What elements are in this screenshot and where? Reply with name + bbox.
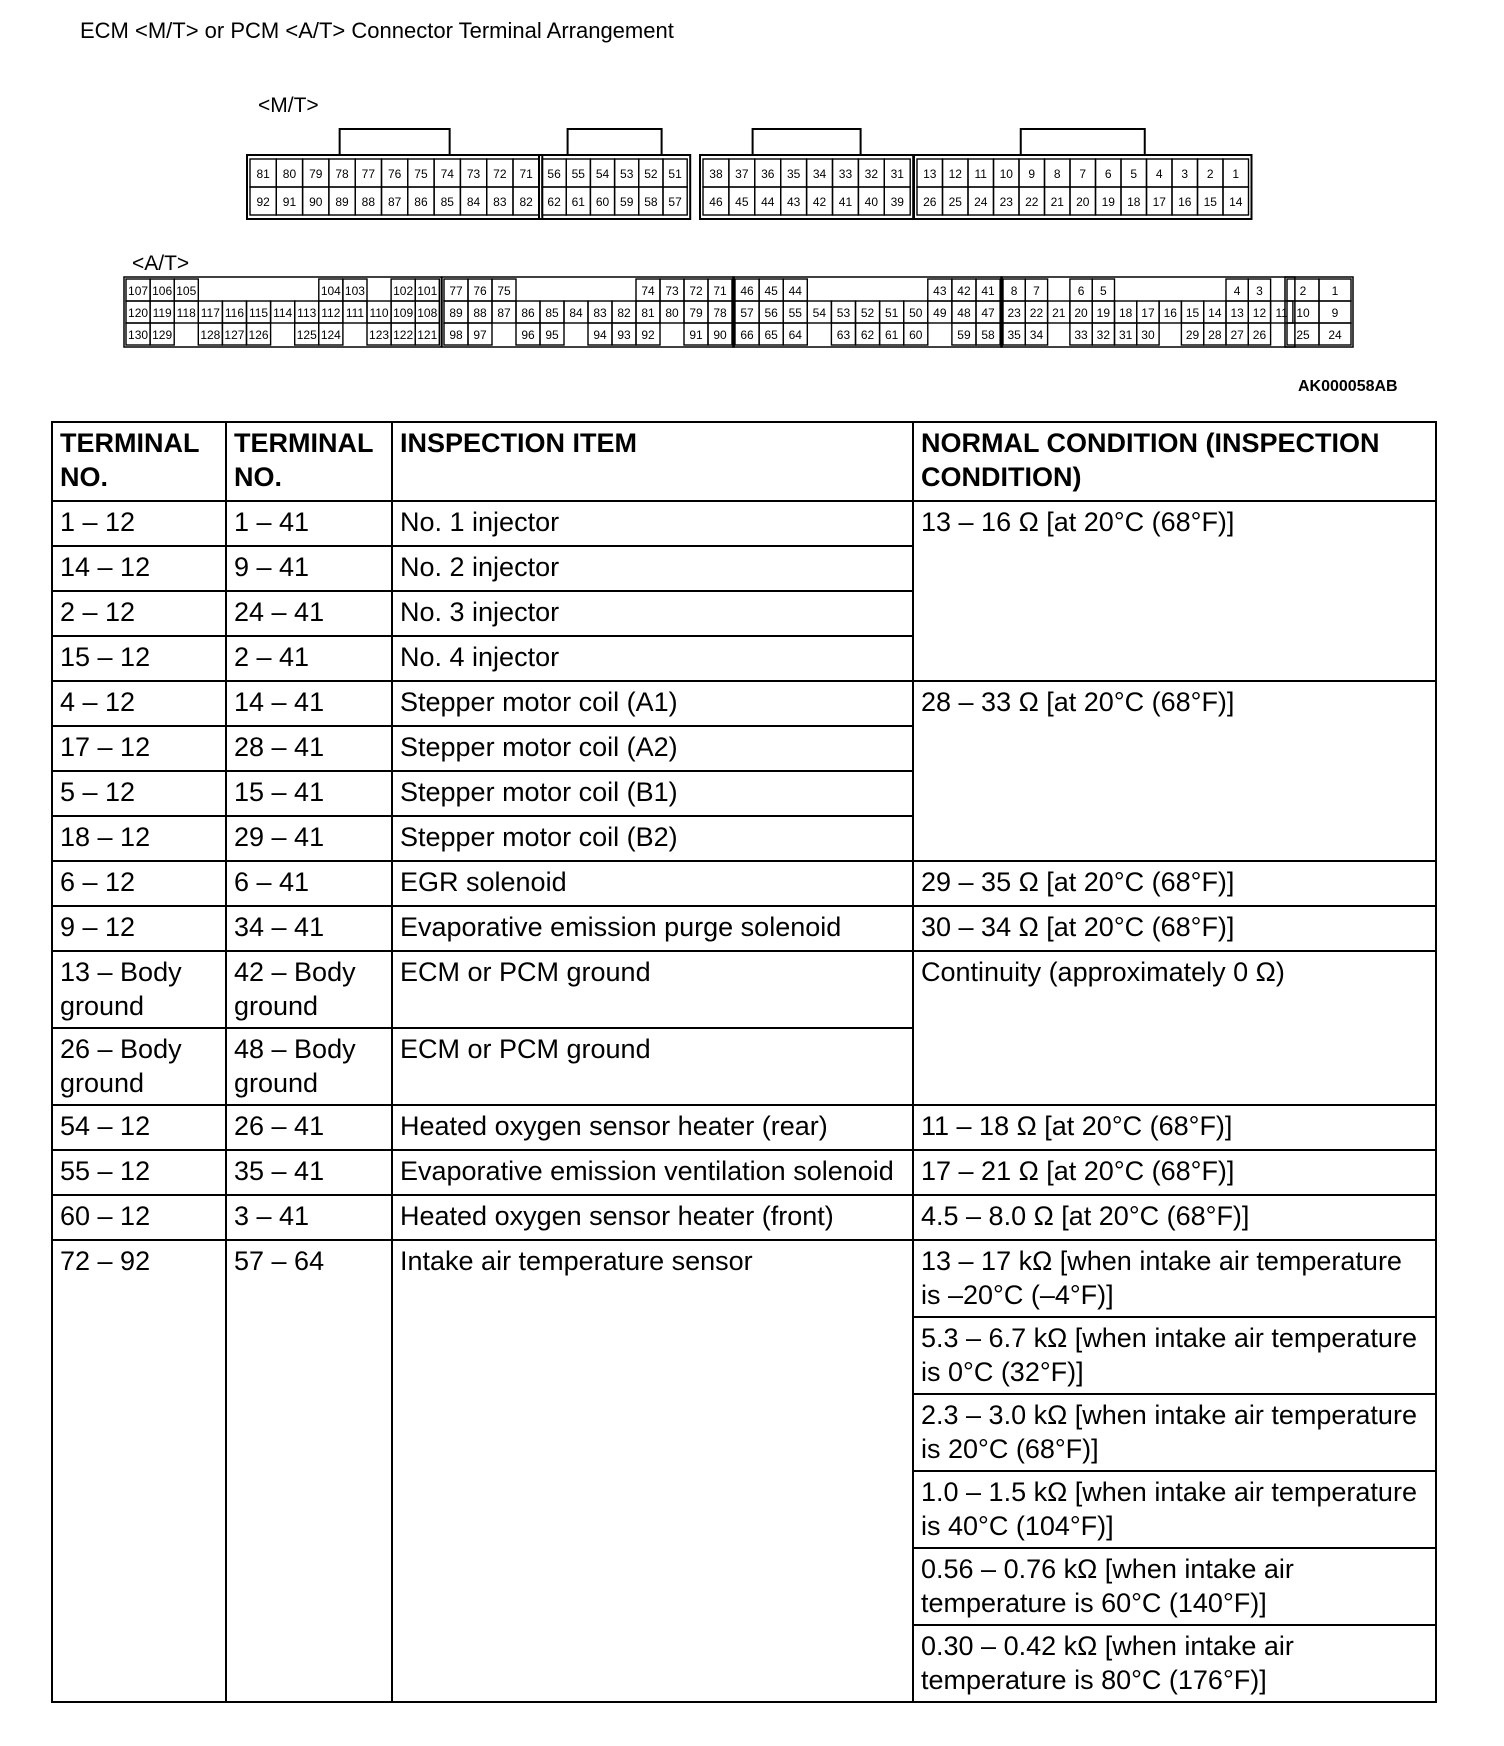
connector-pin-label: 83	[593, 306, 607, 320]
header-normal-condition: NORMAL CONDITION (INSPECTION CONDITION)	[913, 422, 1436, 501]
connector-pin-label: 89	[335, 195, 349, 209]
connector-pin-label: 78	[713, 306, 727, 320]
connector-pin-label: 103	[344, 284, 365, 298]
inspection-item-cell: ECM or PCM ground	[392, 951, 913, 1028]
table-row	[52, 951, 1436, 1028]
inspection-item-cell: Evaporative emission ventilation solenoid	[392, 1150, 913, 1195]
connector-pin-label: 25	[948, 195, 962, 209]
table-row	[52, 1195, 1436, 1240]
connector-pin-label: 126	[248, 328, 269, 342]
inspection-item-cell: No. 4 injector	[392, 636, 913, 681]
connector-pin-label: 14	[1229, 195, 1243, 209]
connector-pin-label: 50	[909, 306, 923, 320]
terminal-at-cell: 15 – 41	[226, 771, 392, 816]
connector-pin-label: 62	[547, 195, 561, 209]
connector-pin-label: 17	[1141, 306, 1155, 320]
inspection-item-cell: Stepper motor coil (A1)	[392, 681, 913, 726]
connector-pin-label: 47	[981, 306, 995, 320]
connector-pin-label: 91	[689, 328, 703, 342]
connector-pin-label: 41	[838, 195, 853, 209]
connector-pin-label: 12	[948, 167, 962, 181]
connector-pin-label: 97	[473, 328, 487, 342]
connector-pin-label: 77	[361, 167, 376, 181]
connector-pin-label: 119	[152, 306, 172, 320]
connector-pin-label: 15	[1203, 195, 1217, 209]
terminal-mt-cell: 1 – 12	[52, 501, 226, 546]
connector-pin-label: 73	[665, 284, 679, 298]
terminal-mt-cell: 6 – 12	[52, 861, 226, 906]
connector-pin-label: 95	[545, 328, 559, 342]
connector-pin-label: 2	[1299, 284, 1307, 298]
connector-pin-label: 51	[668, 167, 682, 181]
connector-pin-label: 130	[128, 328, 149, 342]
connector-pin-label: 80	[665, 306, 679, 320]
connector-pin-label: 59	[620, 195, 634, 209]
connector-pin-label: 59	[957, 328, 971, 342]
connector-pin-label: 82	[617, 306, 631, 320]
terminal-mt-cell: 2 – 12	[52, 591, 226, 636]
connector-pin-label: 54	[812, 306, 827, 320]
connector-pin-label: 7	[1033, 284, 1040, 298]
terminal-at-cell: 6 – 41	[226, 861, 392, 906]
connector-pin-label: 123	[369, 328, 390, 342]
connector-pin-label: 17	[1152, 195, 1166, 209]
connector-pin-label: 108	[417, 306, 438, 320]
connector-pin-label: 1	[1232, 167, 1240, 181]
table-row	[52, 681, 1436, 726]
connector-pin-label: 84	[569, 306, 583, 320]
connector-pin-label: 58	[981, 328, 995, 342]
connector-pin-label: 42	[812, 195, 827, 209]
connector-pin-label: 86	[414, 195, 428, 209]
connector-diagram	[0, 0, 1504, 360]
inspection-item-cell: No. 2 injector	[392, 546, 913, 591]
connector-pin-label: 46	[740, 284, 754, 298]
connector-pin-label: 8	[1010, 284, 1018, 298]
terminal-mt-cell: 72 – 92	[52, 1240, 226, 1702]
normal-condition-cell: 4.5 – 8.0 Ω [at 20°C (68°F)]	[913, 1195, 1436, 1240]
connector-pin-label: 16	[1178, 195, 1192, 209]
connector-pin-label: 20	[1074, 306, 1088, 320]
connector-pin-label: 6	[1077, 284, 1085, 298]
normal-condition-cell: 11 – 18 Ω [at 20°C (68°F)]	[913, 1105, 1436, 1150]
connector-pin-label: 106	[152, 284, 173, 298]
connector-pin-label: 56	[764, 306, 778, 320]
connector-pin-label: 39	[890, 195, 904, 209]
connector-pin-label: 38	[709, 167, 723, 181]
connector-pin-label: 5	[1100, 284, 1107, 298]
normal-condition-cell: Continuity (approximately 0 Ω)	[913, 951, 1436, 1105]
connector-pin-label: 25	[1296, 328, 1310, 342]
normal-condition-cell: 1.0 – 1.5 kΩ [when intake air temperature is 40°C (104°F)]	[913, 1471, 1436, 1548]
normal-condition-cell: 5.3 – 6.7 kΩ [when intake air temperature is 0°C (32°F)]	[913, 1317, 1436, 1394]
connector-pin-label: 37	[735, 167, 749, 181]
connector-pin-label: 54	[595, 167, 610, 181]
connector-pin-label: 71	[519, 167, 533, 181]
connector-pin-label: 125	[296, 328, 317, 342]
connector-pin-label: 75	[414, 167, 428, 181]
header-terminal-at: TERMINAL NO.	[226, 422, 392, 501]
connector-pin-label: 42	[957, 284, 971, 298]
connector-pin-label: 7	[1079, 167, 1087, 181]
figure-reference-code: AK000058AB	[1298, 378, 1398, 395]
connector-pin-label: 51	[884, 306, 899, 320]
connector-pin-label: 53	[836, 306, 851, 320]
connector-pin-label: 118	[176, 306, 196, 320]
connector-pin-label: 49	[933, 306, 947, 320]
connector-pin-label: 48	[957, 306, 971, 320]
connector-pin-label: 74	[440, 167, 454, 181]
connector-pin-label: 27	[1230, 328, 1244, 342]
connector-pin-label: 4	[1155, 167, 1163, 181]
connector-pin-label: 55	[571, 167, 585, 181]
terminal-mt-cell: 60 – 12	[52, 1195, 226, 1240]
connector-pin-label: 14	[1208, 306, 1222, 320]
connector-pin-label: 26	[923, 195, 937, 209]
connector-pin-label: 5	[1130, 167, 1138, 181]
connector-pin-label: 52	[644, 167, 658, 181]
connector-pin-label: 2	[1206, 167, 1214, 181]
connector-pin-label: 90	[713, 328, 727, 342]
connector-pin-label: 79	[689, 306, 703, 320]
terminal-at-cell: 48 – Body ground	[226, 1028, 392, 1105]
connector-pin-label: 15	[1185, 306, 1200, 320]
connector-pin-label: 8	[1053, 167, 1061, 181]
terminal-mt-cell: 9 – 12	[52, 906, 226, 951]
connector-pin-label: 102	[393, 284, 414, 298]
connector-pin-label: 33	[1074, 328, 1088, 342]
connector-pin-label: 61	[571, 195, 585, 209]
connector-pin-label: 110	[369, 306, 389, 320]
connector-pin-label: 105	[176, 284, 197, 298]
terminal-at-cell: 26 – 41	[226, 1105, 392, 1150]
connector-pin-label: 86	[521, 306, 535, 320]
inspection-item-cell: Heated oxygen sensor heater (front)	[392, 1195, 913, 1240]
connector-pin-label: 115	[248, 306, 269, 320]
normal-condition-cell: 28 – 33 Ω [at 20°C (68°F)]	[913, 681, 1436, 861]
connector-pin-label: 19	[1096, 306, 1111, 320]
connector-pin-label: 23	[999, 195, 1013, 209]
connector-pin-label: 32	[1096, 328, 1111, 342]
connector-lock-tab	[568, 129, 662, 155]
connector-pin-label: 120	[128, 306, 149, 320]
connector-pin-label: 3	[1256, 284, 1263, 298]
inspection-item-cell: Evaporative emission purge solenoid	[392, 906, 913, 951]
connector-pin-label: 85	[440, 195, 454, 209]
connector-pin-label: 96	[521, 328, 535, 342]
connector-pin-label: 13	[1230, 306, 1244, 320]
connector-pin-label: 121	[417, 328, 438, 342]
connector-pin-label: 43	[786, 195, 801, 209]
inspection-item-cell: Stepper motor coil (B2)	[392, 816, 913, 861]
table-row	[52, 906, 1436, 951]
header-terminal-mt: TERMINAL NO.	[52, 422, 226, 501]
connector-lock-tab	[340, 129, 450, 155]
table-row	[52, 501, 1436, 546]
connector-pin-label: 21	[1052, 306, 1066, 320]
connector-pin-label: 3	[1181, 167, 1189, 181]
connector-pin-label: 66	[740, 328, 754, 342]
terminal-at-cell: 35 – 41	[226, 1150, 392, 1195]
connector-pin-label: 104	[320, 284, 341, 298]
terminal-at-cell: 29 – 41	[226, 816, 392, 861]
terminal-mt-cell: 15 – 12	[52, 636, 226, 681]
connector-pin-label: 44	[788, 284, 802, 298]
connector-pin-label: 109	[393, 306, 414, 320]
normal-condition-cell: 17 – 21 Ω [at 20°C (68°F)]	[913, 1150, 1436, 1195]
connector-pin-label: 74	[641, 284, 655, 298]
connector-pin-label: 55	[788, 306, 802, 320]
connector-pin-label: 92	[256, 195, 270, 209]
terminal-at-cell: 34 – 41	[226, 906, 392, 951]
inspection-table	[51, 421, 1437, 1703]
connector-pin-label: 107	[128, 284, 149, 298]
connector-pin-label: 78	[335, 167, 349, 181]
connector-pin-label: 77	[449, 284, 463, 298]
connector-pin-label: 18	[1127, 195, 1141, 209]
connector-pin-label: 76	[387, 167, 402, 181]
connector-pin-label: 41	[981, 284, 995, 298]
terminal-at-cell: 57 – 64	[226, 1240, 392, 1702]
connector-pin-label: 19	[1101, 195, 1115, 209]
connector-pin-label: 6	[1104, 167, 1112, 181]
connector-pin-label: 61	[884, 328, 899, 342]
connector-pin-label: 43	[933, 284, 947, 298]
connector-pin-label: 113	[297, 306, 317, 320]
connector-pin-label: 58	[644, 195, 658, 209]
connector-pin-label: 18	[1118, 306, 1133, 320]
connector-pin-label: 75	[497, 284, 511, 298]
table-row	[52, 1150, 1436, 1195]
terminal-at-cell: 14 – 41	[226, 681, 392, 726]
connector-pin-label: 127	[224, 328, 245, 342]
connector-pin-label: 114	[273, 306, 293, 320]
connector-pin-label: 129	[152, 328, 173, 342]
inspection-item-cell: No. 3 injector	[392, 591, 913, 636]
connector-pin-label: 28	[1208, 328, 1222, 342]
connector-pin-label: 31	[1118, 328, 1133, 342]
connector-pin-label: 45	[764, 284, 778, 298]
connector-pin-label: 29	[1185, 328, 1200, 342]
connector-pin-label: 24	[974, 195, 988, 209]
connector-pin-label: 57	[668, 195, 682, 209]
terminal-at-cell: 24 – 41	[226, 591, 392, 636]
connector-pin-label: 84	[466, 195, 481, 209]
connector-pin-label: 60	[909, 328, 923, 342]
connector-pin-label: 11	[974, 167, 987, 181]
terminal-mt-cell: 17 – 12	[52, 726, 226, 771]
mt-label: <M/T>	[258, 94, 319, 117]
terminal-mt-cell: 4 – 12	[52, 681, 226, 726]
connector-pin-label: 92	[641, 328, 655, 342]
connector-pin-label: 26	[1252, 328, 1267, 342]
connector-pin-label: 53	[620, 167, 634, 181]
connector-pin-label: 117	[200, 306, 220, 320]
connector-pin-label: 65	[764, 328, 778, 342]
connector-pin-label: 82	[519, 195, 533, 209]
connector-pin-label: 98	[449, 328, 463, 342]
connector-pin-label: 72	[689, 284, 703, 298]
normal-condition-cell: 13 – 16 Ω [at 20°C (68°F)]	[913, 501, 1436, 681]
terminal-mt-cell: 13 – Body ground	[52, 951, 226, 1028]
connector-pin-label: 111	[345, 306, 365, 320]
terminal-mt-cell: 18 – 12	[52, 816, 226, 861]
connector-pin-label: 76	[473, 284, 487, 298]
table-header-row	[52, 422, 1436, 501]
connector-pin-label: 22	[1025, 195, 1039, 209]
connector-pin-label: 1	[1331, 284, 1339, 298]
inspection-item-cell: Intake air temperature sensor	[392, 1240, 913, 1702]
connector-pin-label: 34	[812, 167, 827, 181]
connector-pin-label: 87	[497, 306, 511, 320]
connector-pin-label: 23	[1007, 306, 1021, 320]
table-row	[52, 861, 1436, 906]
at-label: <A/T>	[132, 252, 190, 275]
header-inspection-item: INSPECTION ITEM	[392, 422, 913, 501]
connector-pin-label: 63	[836, 328, 851, 342]
connector-pin-label: 72	[493, 167, 507, 181]
connector-pin-label: 56	[547, 167, 561, 181]
connector-pin-label: 124	[320, 328, 341, 342]
terminal-at-cell: 3 – 41	[226, 1195, 392, 1240]
connector-pin-label: 101	[417, 284, 438, 298]
terminal-mt-cell: 55 – 12	[52, 1150, 226, 1195]
normal-condition-cell: 30 – 34 Ω [at 20°C (68°F)]	[913, 906, 1436, 951]
connector-pin-label: 122	[393, 328, 414, 342]
connector-pin-label: 64	[788, 328, 802, 342]
connector-pin-label: 35	[1007, 328, 1021, 342]
connector-pin-label: 13	[923, 167, 937, 181]
connector-pin-label: 9	[1331, 306, 1339, 320]
inspection-item-cell: Heated oxygen sensor heater (rear)	[392, 1105, 913, 1150]
connector-pin-label: 73	[466, 167, 481, 181]
connector-pin-label: 9	[1028, 167, 1036, 181]
connector-lock-tab	[753, 129, 861, 155]
connector-pin-label: 34	[1029, 328, 1044, 342]
inspection-item-cell: No. 1 injector	[392, 501, 913, 546]
connector-pin-label: 45	[735, 195, 749, 209]
connector-pin-label: 87	[387, 195, 402, 209]
inspection-item-cell: EGR solenoid	[392, 861, 913, 906]
normal-condition-cell: 0.30 – 0.42 kΩ [when intake air temperature is 80°C (176°F)]	[913, 1625, 1436, 1702]
connector-pin-label: 12	[1252, 306, 1267, 320]
terminal-mt-cell: 54 – 12	[52, 1105, 226, 1150]
connector-pin-label: 79	[309, 167, 323, 181]
connector-pin-label: 88	[473, 306, 487, 320]
table-row	[52, 1240, 1436, 1317]
terminal-mt-cell: 26 – Body ground	[52, 1028, 226, 1105]
normal-condition-cell: 13 – 17 kΩ [when intake air temperature is –20°C (–4°F)]	[913, 1240, 1436, 1317]
page-title: ECM <M/T> or PCM <A/T> Connector Terminal Arrangement	[80, 18, 674, 43]
connector-pin-label: 10	[1296, 306, 1310, 320]
connector-pin-label: 89	[449, 306, 463, 320]
connector-pin-label: 90	[309, 195, 323, 209]
table-row	[52, 1105, 1436, 1150]
connector-pin-label: 81	[641, 306, 655, 320]
connector-pin-label: 21	[1050, 195, 1064, 209]
connector-pin-label: 22	[1029, 306, 1044, 320]
connector-pin-label: 10	[999, 167, 1013, 181]
terminal-at-cell: 9 – 41	[226, 546, 392, 591]
connector-pin-label: 94	[593, 328, 607, 342]
terminal-at-cell: 42 – Body ground	[226, 951, 392, 1028]
terminal-at-cell: 1 – 41	[226, 501, 392, 546]
connector-pin-label: 46	[709, 195, 723, 209]
normal-condition-cell: 0.56 – 0.76 kΩ [when intake air temperature is 60°C (140°F)]	[913, 1548, 1436, 1625]
connector-pin-label: 60	[595, 195, 610, 209]
connector-pin-label: 35	[786, 167, 801, 181]
connector-pin-label: 80	[282, 167, 297, 181]
inspection-item-cell: Stepper motor coil (A2)	[392, 726, 913, 771]
inspection-item-cell: Stepper motor coil (B1)	[392, 771, 913, 816]
connector-pin-label: 4	[1233, 284, 1241, 298]
connector-pin-label: 44	[761, 195, 775, 209]
connector-pin-label: 81	[256, 167, 270, 181]
connector-pin-label: 83	[493, 195, 507, 209]
connector-pin-label: 91	[282, 195, 297, 209]
connector-lock-tab	[1021, 129, 1145, 155]
connector-pin-label: 24	[1328, 328, 1342, 342]
connector-pin-label: 16	[1163, 306, 1177, 320]
connector-pin-label: 128	[200, 328, 221, 342]
connector-pin-label: 52	[860, 306, 875, 320]
connector-pin-label: 62	[860, 328, 875, 342]
connector-pin-label: 93	[617, 328, 631, 342]
inspection-item-cell: ECM or PCM ground	[392, 1028, 913, 1105]
connector-pin-label: 20	[1076, 195, 1090, 209]
normal-condition-cell: 29 – 35 Ω [at 20°C (68°F)]	[913, 861, 1436, 906]
terminal-at-cell: 2 – 41	[226, 636, 392, 681]
normal-condition-cell: 2.3 – 3.0 kΩ [when intake air temperature is 20°C (68°F)]	[913, 1394, 1436, 1471]
connector-pin-label: 30	[1141, 328, 1155, 342]
terminal-mt-cell: 14 – 12	[52, 546, 226, 591]
connector-pin-label: 112	[321, 306, 341, 320]
connector-pin-label: 32	[864, 167, 879, 181]
connector-pin-label: 40	[864, 195, 879, 209]
connector-pin-label: 36	[761, 167, 775, 181]
connector-pin-label: 88	[361, 195, 376, 209]
connector-pin-label: 11	[1275, 306, 1288, 320]
connector-pin-label: 71	[713, 284, 727, 298]
connector-pin-label: 33	[838, 167, 853, 181]
terminal-mt-cell: 5 – 12	[52, 771, 226, 816]
terminal-at-cell: 28 – 41	[226, 726, 392, 771]
connector-pin-label: 116	[224, 306, 245, 320]
connector-pin-label: 57	[740, 306, 754, 320]
connector-pin-label: 31	[890, 167, 904, 181]
connector-pin-label: 85	[545, 306, 559, 320]
